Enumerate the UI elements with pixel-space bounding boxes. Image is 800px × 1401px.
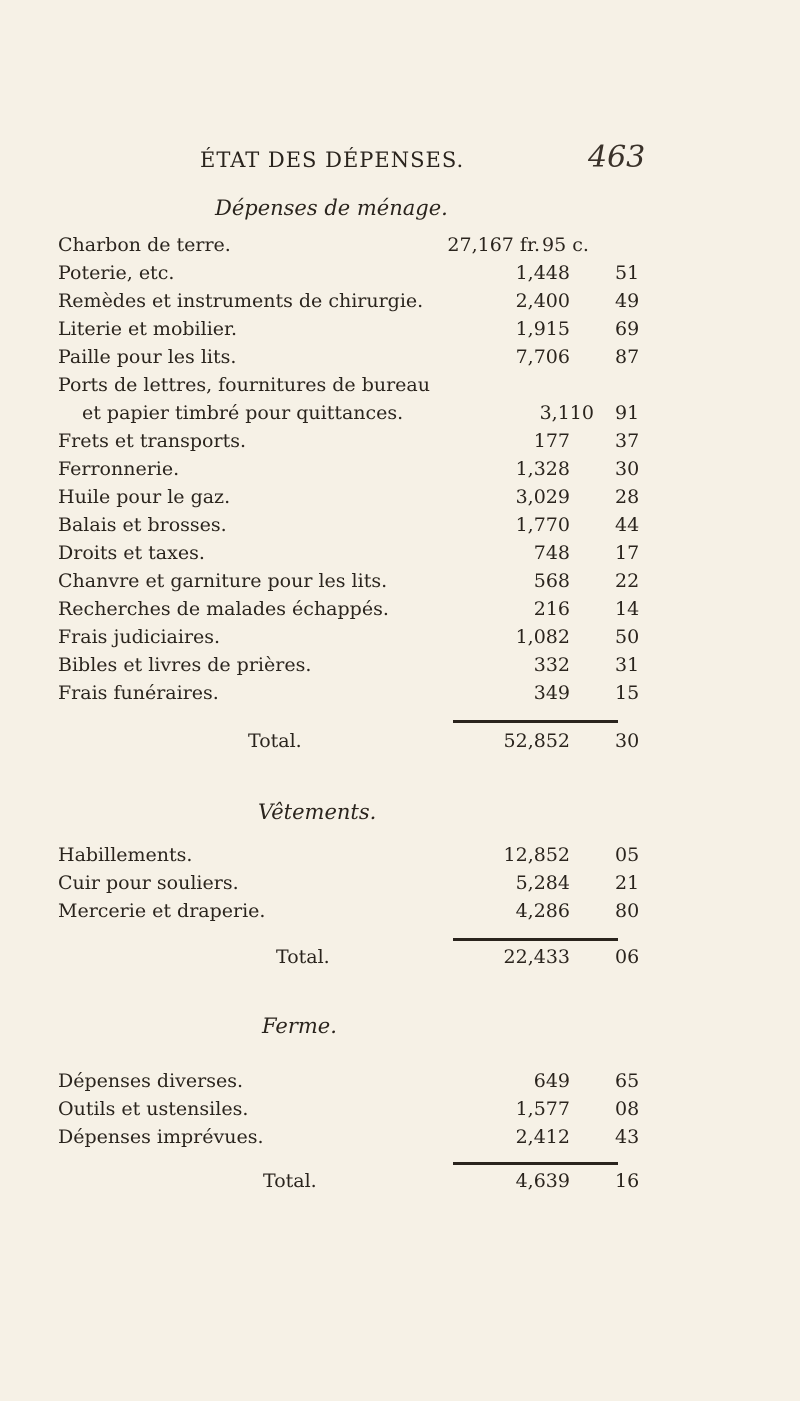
row-label: Dépenses imprévues. bbox=[58, 1126, 264, 1148]
row-francs: 7,706 bbox=[515, 346, 570, 368]
ledger-row bbox=[58, 844, 758, 870]
total-row bbox=[58, 946, 758, 972]
row-cents: 49 bbox=[615, 290, 640, 312]
total-cents: 16 bbox=[615, 1170, 640, 1192]
ledger-row bbox=[58, 486, 758, 512]
row-cents: 65 bbox=[615, 1070, 640, 1092]
total-row bbox=[58, 730, 758, 756]
row-cents: 37 bbox=[615, 430, 640, 452]
row-francs: 5,284 bbox=[515, 872, 570, 894]
row-francs: 1,082 bbox=[515, 626, 570, 648]
row-label: Droits et taxes. bbox=[58, 542, 205, 564]
row-cents: 69 bbox=[615, 318, 640, 340]
row-francs: 1,770 bbox=[515, 514, 570, 536]
row-francs: 1,577 bbox=[515, 1098, 570, 1120]
row-label: Bibles et livres de prières. bbox=[58, 654, 312, 676]
row-label: Outils et ustensiles. bbox=[58, 1098, 249, 1120]
row-label: Ports de lettres, fournitures de bureau bbox=[58, 374, 430, 396]
total-rule bbox=[453, 1162, 618, 1165]
ledger-row bbox=[58, 346, 758, 372]
ledger-row bbox=[58, 654, 758, 680]
row-cents: 30 bbox=[615, 458, 640, 480]
ledger-row bbox=[58, 1098, 758, 1124]
total-francs: 22,433 bbox=[503, 946, 570, 968]
row-cents: 51 bbox=[615, 262, 640, 284]
row-label: Chanvre et garniture pour les lits. bbox=[58, 570, 388, 592]
row-label: Balais et brosses. bbox=[58, 514, 227, 536]
row-label: Frais judiciaires. bbox=[58, 626, 221, 648]
ledger-row bbox=[58, 1070, 758, 1096]
ledger-row bbox=[58, 542, 758, 568]
row-francs: 216 bbox=[533, 598, 570, 620]
row-francs: 332 bbox=[533, 654, 570, 676]
row-francs: 3,110 bbox=[539, 402, 594, 424]
row-label: Huile pour le gaz. bbox=[58, 486, 231, 508]
row-label: Habillements. bbox=[58, 844, 193, 866]
running-title: ÉTAT DES DÉPENSES. bbox=[200, 148, 465, 172]
ledger-row bbox=[58, 598, 758, 624]
total-rule bbox=[453, 720, 618, 723]
row-francs: 2,400 bbox=[515, 290, 570, 312]
row-cents: 21 bbox=[615, 872, 640, 894]
row-francs: 12,852 bbox=[503, 844, 570, 866]
row-francs: 568 bbox=[533, 570, 570, 592]
row-cents: 87 bbox=[615, 346, 640, 368]
section-title-vetements: Vêtements. bbox=[258, 800, 377, 824]
row-cents: 14 bbox=[615, 598, 640, 620]
row-cents: 17 bbox=[615, 542, 640, 564]
row-label: Paille pour les lits. bbox=[58, 346, 237, 368]
row-cents: 50 bbox=[615, 626, 640, 648]
row-francs: 1,915 bbox=[515, 318, 570, 340]
total-francs: 4,639 bbox=[515, 1170, 570, 1192]
row-label: Mercerie et draperie. bbox=[58, 900, 266, 922]
row-label: Frais funéraires. bbox=[58, 682, 219, 704]
page-number: 463 bbox=[588, 140, 646, 175]
row-francs: 27,167 fr. bbox=[447, 234, 540, 256]
row-cents: 91 bbox=[615, 402, 640, 424]
ledger-row bbox=[58, 900, 758, 926]
row-label: et papier timbré pour quittances. bbox=[82, 402, 404, 424]
row-label: Recherches de malades échappés. bbox=[58, 598, 389, 620]
section-title-menage: Dépenses de ménage. bbox=[215, 196, 448, 220]
row-francs: 2,412 bbox=[515, 1126, 570, 1148]
ledger-row bbox=[58, 1126, 758, 1152]
row-cents: 08 bbox=[615, 1098, 640, 1120]
row-francs: 349 bbox=[533, 682, 570, 704]
row-cents: 31 bbox=[615, 654, 640, 676]
ledger-row bbox=[58, 290, 758, 316]
row-francs: 1,448 bbox=[515, 262, 570, 284]
row-francs: 4,286 bbox=[515, 900, 570, 922]
ledger-row bbox=[58, 430, 758, 456]
ledger-row bbox=[58, 458, 758, 484]
ledger-row bbox=[58, 872, 758, 898]
row-francs: 748 bbox=[533, 542, 570, 564]
row-francs: 1,328 bbox=[515, 458, 570, 480]
row-cents: 80 bbox=[615, 900, 640, 922]
total-cents: 06 bbox=[615, 946, 640, 968]
row-label: Charbon de terre. bbox=[58, 234, 231, 256]
total-label: Total. bbox=[263, 1170, 317, 1192]
running-head bbox=[0, 140, 800, 180]
total-label: Total. bbox=[276, 946, 330, 968]
row-cents: 15 bbox=[615, 682, 640, 704]
row-cents: 28 bbox=[615, 486, 640, 508]
row-label: Poterie, etc. bbox=[58, 262, 175, 284]
row-cents: 44 bbox=[615, 514, 640, 536]
ledger-row bbox=[58, 682, 758, 708]
ledger-row bbox=[58, 262, 758, 288]
section-title-ferme: Ferme. bbox=[262, 1014, 337, 1038]
row-label: Remèdes et instruments de chirurgie. bbox=[58, 290, 424, 312]
row-label: Cuir pour souliers. bbox=[58, 872, 239, 894]
row-francs: 3,029 bbox=[515, 486, 570, 508]
row-francs: 177 bbox=[533, 430, 570, 452]
ledger-row bbox=[58, 318, 758, 344]
row-label: Ferronnerie. bbox=[58, 458, 180, 480]
ledger-row bbox=[58, 234, 758, 260]
row-cents: 95 c. bbox=[542, 234, 589, 256]
row-francs: 649 bbox=[533, 1070, 570, 1092]
row-cents: 22 bbox=[615, 570, 640, 592]
total-francs: 52,852 bbox=[503, 730, 570, 752]
total-cents: 30 bbox=[615, 730, 640, 752]
ledger-row bbox=[58, 514, 758, 540]
total-label: Total. bbox=[248, 730, 302, 752]
ledger-row-continued bbox=[58, 374, 758, 400]
total-row bbox=[58, 1170, 758, 1196]
ledger-row bbox=[58, 626, 758, 652]
row-label: Dépenses diverses. bbox=[58, 1070, 243, 1092]
total-rule bbox=[453, 938, 618, 941]
row-cents: 05 bbox=[615, 844, 640, 866]
row-label: Frets et transports. bbox=[58, 430, 246, 452]
row-cents: 43 bbox=[615, 1126, 640, 1148]
ledger-row bbox=[58, 570, 758, 596]
row-label: Literie et mobilier. bbox=[58, 318, 238, 340]
ledger-row bbox=[82, 402, 758, 428]
